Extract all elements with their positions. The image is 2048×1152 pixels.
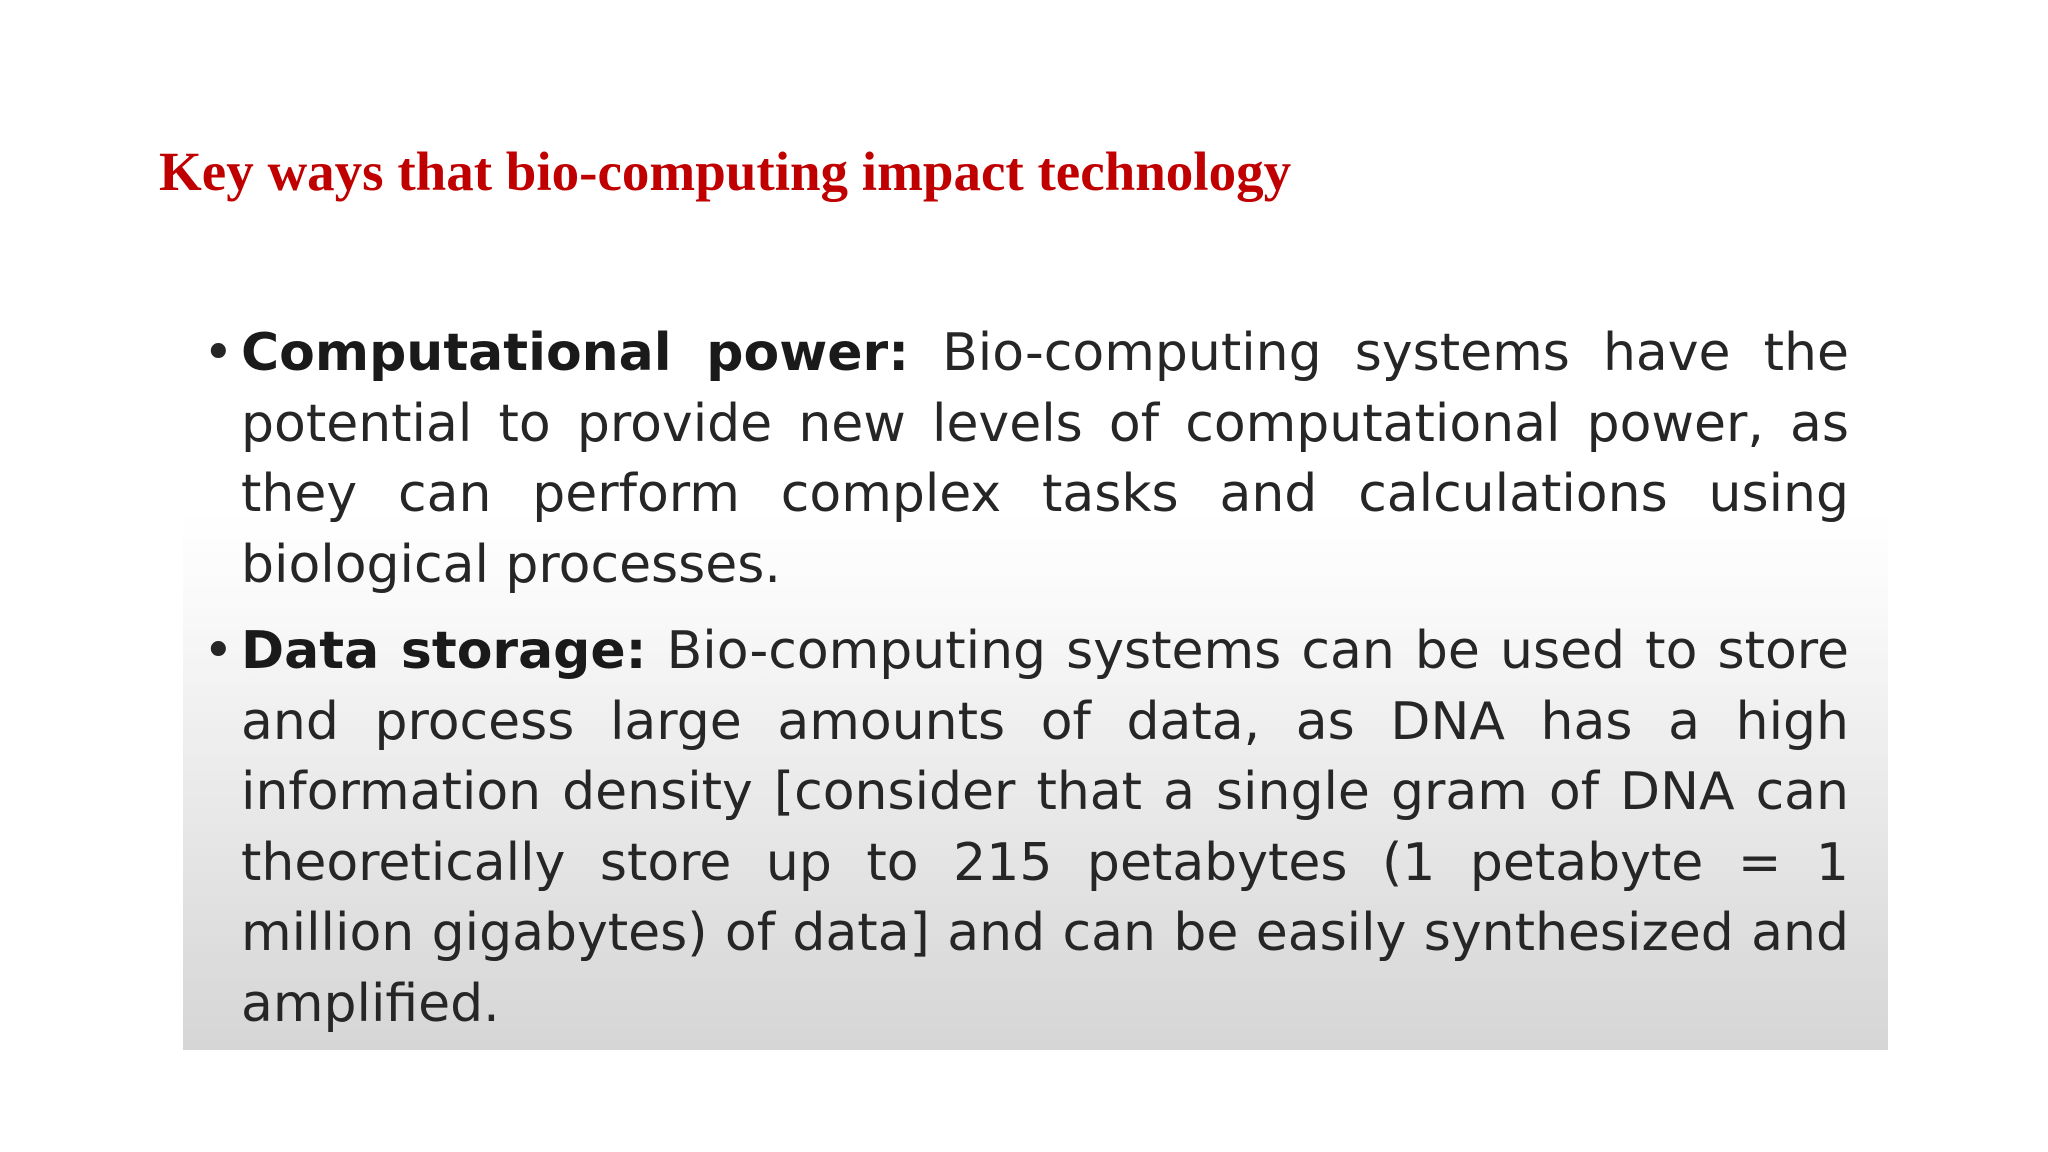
bullet-text: Bio-computing systems have the potential to provide new levels of computational power, as they can perform complex tasks and calculations using biological processes. — [241, 323, 1849, 595]
bullet-text: Bio-computing systems can be used to store and process large amounts of data, as DNA has a high information density [consider that a single gram of DNA can theoretically store up to 215 petabytes (1 petabyte = 1 million gigabytes) of data] and can be easily synthesized and amplified. — [241, 621, 1850, 1034]
bullet-item-computational-power — [203, 318, 1849, 600]
bullet-term: Computational power: — [241, 323, 909, 383]
bullet-icon: • — [203, 621, 234, 681]
bullet-icon: • — [203, 323, 234, 383]
bullet-item-data-storage — [203, 616, 1850, 1039]
bullet-term: Data storage: — [241, 621, 647, 681]
bullet-list — [203, 318, 1850, 1055]
slide-title: Key ways that bio-computing impact technology — [159, 141, 1292, 202]
